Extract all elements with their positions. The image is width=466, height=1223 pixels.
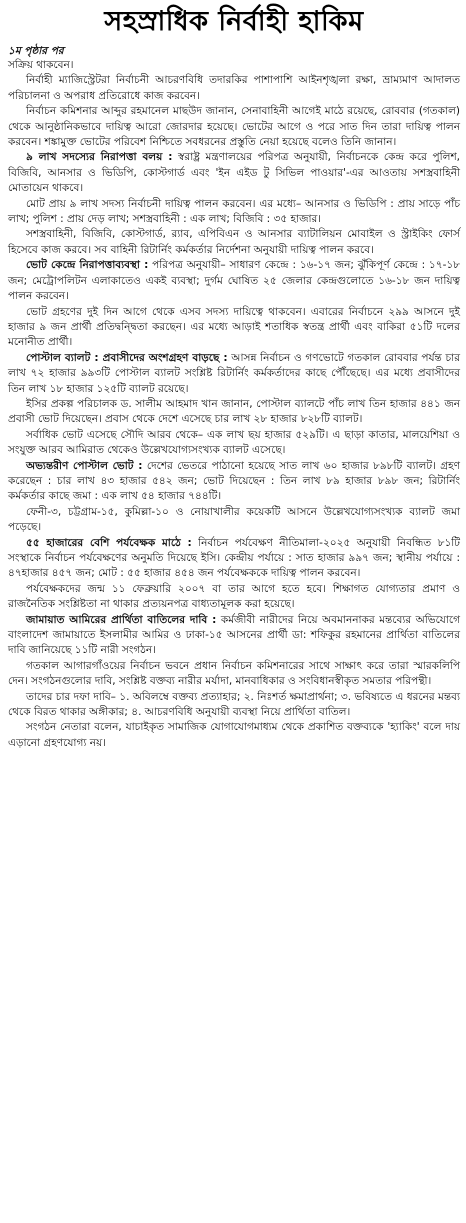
article-paragraph xyxy=(8,258,460,304)
article-paragraph xyxy=(8,428,460,459)
paragraph-text: গতকাল আগারগাঁওয়ের নির্বাচন ভবনে প্রধান নির্বাচন কমিশনারের সাথে সাক্ষাৎ করে তারা স্মারকলিপি দেন। সংগঠনগুলোর দাবি, সংশ্লিষ্ট বক্তব্য নারীর মর্যাদা, মানবাধিকার ও সংবিধানস্বীকৃত সমতার পরিপন্থী। xyxy=(8,659,460,688)
paragraph-text: সক্রিয় থাকবেন। xyxy=(8,59,74,71)
paragraph-subheading: ভোট কেন্দ্রে নিরাপত্তাব্যবস্থা : xyxy=(26,259,149,272)
next-headline-fragment xyxy=(8,1211,460,1223)
paragraph-text: সংগঠন নেতারা বলেন, যাচাইকৃত সামাজিক যোগাযোগমাধ্যম থেকে প্রকাশিত বক্তব্যকে 'হ্যাকিং' বলে দায় এড়ানো গ্রহণযোগ্য নয়। xyxy=(8,721,460,749)
paragraph-subheading: ৯ লাখ সদস্যের নিরাপত্তা বলয় : xyxy=(26,151,173,164)
paragraph-text: নির্বাচন কমিশনার আব্দুর রহমানেল মাছউদ জানান, সেনাবাহিনী আগেই মাঠে রয়েছে, রোববার (গতকাল) থেকে আনুষ্ঠানিকভাবে দায়িত্ব আরো জোরদার হয়েছে। ভোটের আগে ও পরে সাত দিন তারা দায়িত্ব পালন করবেন। শঙ্কামুক্ত ভোটের পরিবেশ নিশ্চিতে সবধরনের প্রস্তুতি নেয়া হয়েছে বলেও তিনি জানান। xyxy=(8,105,460,149)
article-paragraph xyxy=(8,505,460,536)
article-paragraph xyxy=(8,150,460,196)
article-paragraph xyxy=(8,659,460,690)
article-paragraph xyxy=(8,227,460,258)
paragraph-text: কর্মজীবী নারীদের নিয়ে অবমাননাকর মন্তব্যের অভিযোগে বাংলাদেশ জামায়াতে ইসলামীর আমির ও ঢাকা-১৫ আসনের প্রার্থী ডা: শফিকুর রহমানের প্রার্থিতা বাতিলের দাবি জানিয়েছে ১১টি নারী সংগঠন। xyxy=(8,613,461,657)
paragraph-subheading: পোস্টাল ব্যালট : প্রবাসীদের অংশগ্রহণ বাড়ছে : xyxy=(26,351,228,364)
paragraph-text: সশস্ত্রবাহিনী, বিজিবি, কোস্টগার্ড, র‍্যাব, এপিবিএন ও আনসার ব্যাটালিয়ন মোবাইল ও স্ট্রাইকিং ফোর্স হিসেবে কাজ করবে। সব বাহিনী রিটার্নিং কর্মকর্তার নির্দেশনা অনুযায়ী দায়িত্ব পালন করবে। xyxy=(8,228,460,256)
article-headline: সহস্রাধিক নির্বাহী হাকিম xyxy=(104,6,364,37)
article-paragraph xyxy=(8,73,460,104)
paragraph-text: মোট প্রায় ৯ লাখ সদস্য নির্বাচনী দায়িত্ব পালন করবেন। এর মধ্যে– আনসার ও ভিডিপি : প্রায় সাড়ে পাঁচ লাখ; পুলিশ : প্রায় দেড় লাখ; সশস্ত্রবাহিনী : এক লাখ; বিজিবি : ৩৫ হাজার। xyxy=(8,197,460,226)
article-paragraph xyxy=(8,690,460,721)
article-paragraph xyxy=(8,536,460,582)
continued-from-label: ১ম পৃষ্ঠার পর xyxy=(8,45,64,57)
article-paragraph xyxy=(8,305,460,351)
paragraph-text: ইসির প্রকল্প পরিচালক ড. সালীম আহমাদ খান জানান, পোস্টাল ব্যালটে পাঁচ লাখ তিন হাজার ৪৪১ জন প্রবাসী ভোট দিয়েছেন। প্রবাস থেকে দেশে এসেছে চার লাখ ২৮ হাজার ৮২৮টি ব্যালট। xyxy=(8,397,460,426)
article-paragraph xyxy=(8,351,460,397)
paragraph-text: সর্বাধিক ভোট এসেছে সৌদি আরব থেকে– এক লাখ ছয় হাজার ৫২৯টি। এ ছাড়া কাতার, মালয়েশিয়া ও সংযুক্ত আরব আমিরাত থেকেও উল্লেখযোগ্যসংখ্যক ব্যালট এসেছে। xyxy=(8,428,460,457)
next-headline-strip xyxy=(8,1211,460,1223)
article-paragraph xyxy=(8,104,460,150)
paragraph-text: তাদের চার দফা দাবি– ১. অবিলম্বে বক্তব্য প্রত্যাহার; ২. নিঃশর্ত ক্ষমাপ্রার্থনা; ৩. ভবিষ্যতে এ ধরনের মন্তব্য থেকে বিরত থাকার অঙ্গীকার; ৪. আচরণবিধি অনুযায়ী ব্যবস্থা নিয়ে প্রার্থিতা বাতিল। xyxy=(8,690,460,719)
paragraph-subheading: অভ্যন্তরীণ পোস্টাল ভোট : xyxy=(26,459,143,472)
paragraph-subheading: জামায়াত আমিরের প্রার্থিতা বাতিলের দাবি : xyxy=(26,613,217,626)
paragraph-subheading: ৫৫ হাজারের বেশি পর্যবেক্ষক মাঠে : xyxy=(26,536,192,549)
paragraph-text: স্বরাষ্ট্র মন্ত্রণালয়ের পরিপত্র অনুযায়ী, নির্বাচনকে কেন্দ্র করে পুলিশ, বিজিবি, আনসার ও ভিডিপি, কোস্টগার্ড এবং 'ইন এইড টু সিভিল পাওয়ার'-এর আওতায় সশস্ত্রবাহিনী মোতায়েন থাকবে। xyxy=(8,151,460,195)
article-paragraph xyxy=(8,397,460,428)
paragraph-text: নির্বাহী ম্যাজিস্ট্রেটরা নির্বাচনী আচরণবিধি তদারকির পাশাপাশি আইনশৃঙ্খলা রক্ষা, ভ্রাম্যমাণ আদালত পরিচালনা ও অপরাধ প্রতিরোধে কাজ করবেন। xyxy=(8,74,460,102)
article-paragraph xyxy=(8,582,460,613)
article-paragraph xyxy=(8,613,460,659)
paragraph-text: ভোট গ্রহণের দুই দিন আগে থেকে এসব সদস্য দায়িত্বে থাকবেন। এবারের নির্বাচনে ২৯৯ আসনে দুই হাজার ৯ জন প্রার্থী প্রতিদ্বন্দ্বিতা করছেন। এর মধ্যে আড়াই শতাধিক স্বতন্ত্র প্রার্থী এবং বাকিরা ৫১টি দলের মনোনীত প্রার্থী। xyxy=(8,305,460,349)
article-body xyxy=(8,58,460,751)
article-paragraph xyxy=(8,58,460,73)
paragraph-text: পরিপত্র অনুযায়ী– সাধারণ কেন্দ্রে : ১৬-১৭ জন; ঝুঁকিপূর্ণ কেন্দ্রে : ১৭-১৮ জন; মেট্রোপলিটন এলাকাতেও একই ব্যবস্থা; দুর্গম ঘোষিত ২৫ জেলার কেন্দ্রগুলোতে ১৬-১৮ জন দায়িত্ব পালন করবেন। xyxy=(8,259,460,303)
paragraph-text: পর্যবেক্ষকদের জন্ম ১১ ফেব্রুয়ারি ২০০৭ বা তার আগে হতে হবে। শিক্ষাগত যোগ্যতার প্রমাণ ও রাজনৈতিক সংশ্লিষ্টতা না থাকার প্রত্যয়নপত্র বাধ্যতামূলক করা হয়েছে। xyxy=(8,582,460,611)
paragraph-text: দেশের ভেতরে পাঠানো হয়েছে সাত লাখ ৬০ হাজার ৮৯৮টি ব্যালট। গ্রহণ করেছেন : চার লাখ ৪৩ হাজার ৫৪২ জন; ভোট দিয়েছেন : তিন লাখ ৮৯ হাজার ৮৯৮ জন; রিটার্নিং কর্মকর্তার কাছে জমা : এক লাখ ৫৪ হাজার ৭৪৪টি। xyxy=(8,459,460,503)
article-paragraph xyxy=(8,197,460,228)
paragraph-text: ফেনী-৩, চট্টগ্রাম-১৫, কুমিল্লা-১০ ও নোয়াখালীর কয়েকটি আসনে উল্লেখযোগ্যসংখ্যক ব্যালট জমা পড়েছে। xyxy=(8,505,460,534)
paragraph-text: আসন্ন নির্বাচন ও গণভোটে গতকাল রোববার পর্যন্ত চার লাখ ৭২ হাজার ৯৯৩টি পোস্টাল ব্যালট সংশ্লিষ্ট রিটার্নিং কর্মকর্তাদের কাছে পৌঁছেছে। এর মধ্যে প্রবাসীদের তিন লাখ ১৮ হাজার ১২৫টি ব্যালট রয়েছে। xyxy=(8,351,460,395)
paragraph-text: নির্বাচন পর্যবেক্ষণ নীতিমালা-২০২৫ অনুযায়ী নিবন্ধিত ৮১টি সংস্থাকে নির্বাচন পর্যবেক্ষণের অনুমতি দিয়েছে ইসি। কেন্দ্রীয় পর্যায়ে : সাত হাজার ৯৯৭ জন; স্থানীয় পর্যায়ে : ৪৭হাজার ৪৫৭ জন; মোট : ৫৫ হাজার ৪৫৪ জন পর্যবেক্ষককে দায়িত্ব পালন করবেন। xyxy=(8,536,460,580)
article-paragraph xyxy=(8,720,460,751)
article-paragraph xyxy=(8,459,460,505)
